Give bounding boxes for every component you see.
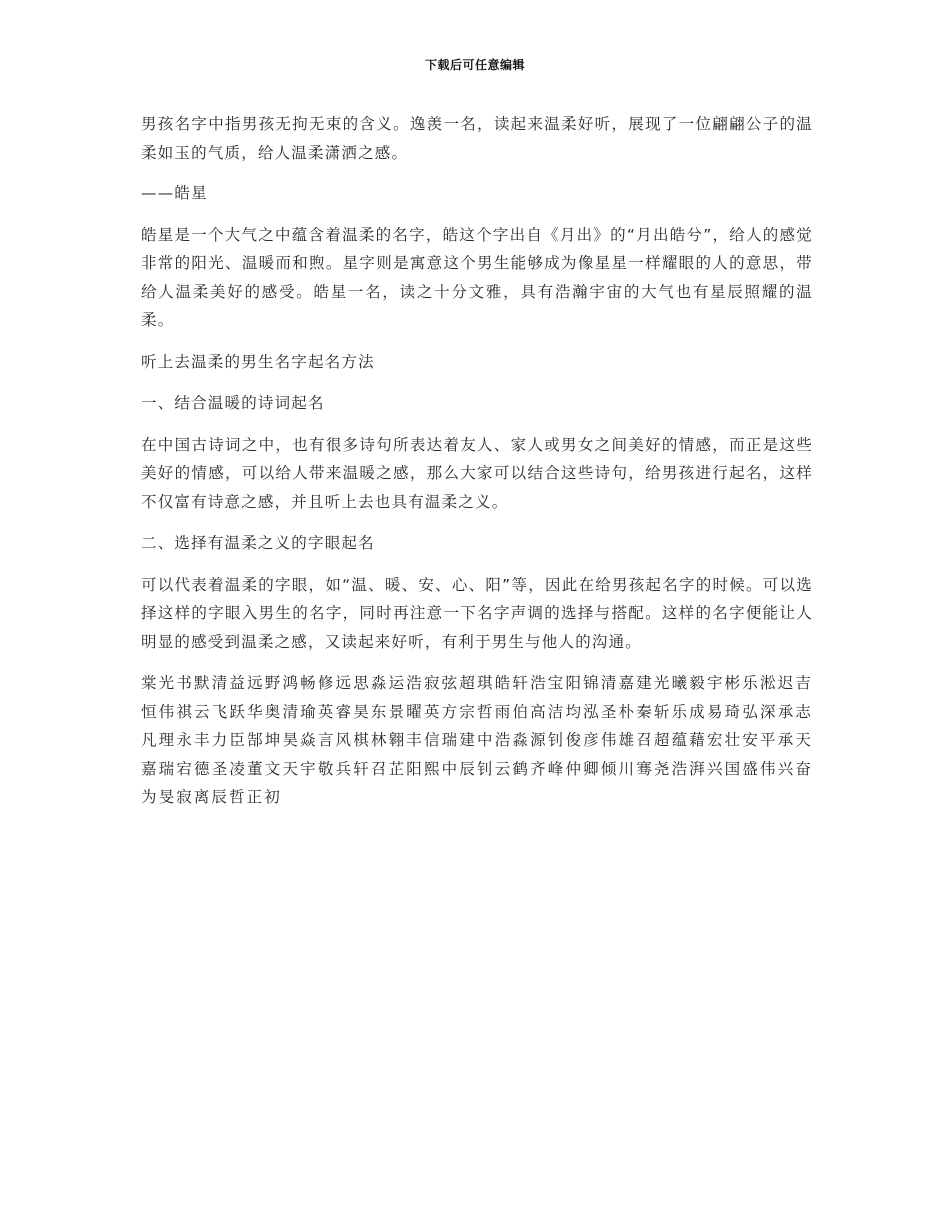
paragraph-characters: 可以代表着温柔的字眼，如“温、暖、安、心、阳”等，因此在给男孩起名字的时候。可以选择这样的字眼入男生的名字，同时再注意一下名字声调的选择与搭配。这样的名字便能让人明显的感受到温柔之感，又读起来好听，有利于男生与他人的沟通。	[141, 575, 813, 651]
name-list: 棠光书默清益远野鸿畅修远思淼运浩寂弦超琪皓轩浩宝阳锦清嘉建光曦毅宇彬乐淞迟吉恒伟祺云飞跃华奥清瑜英睿昊东景曜英方宗哲雨伯高洁均泓圣朴秦斩乐成易琦弘深承志凡理永丰力臣郜坤昊焱言风棋林翱丰信瑞建中浩淼源钊俊彦伟雄召超蕴藉宏壮安平承天嘉瑞宕德圣凌董文天宇敬兵轩召芷阳熙中辰钊云鹤齐峰仲卿倾川骞尧浩湃兴国盛伟兴奋为旻寂离辰哲正初	[141, 674, 813, 806]
page-header: 下载后可任意编辑	[424, 58, 525, 72]
subheading-characters: 二、选择有温柔之义的字眼起名	[141, 534, 375, 552]
paragraph-haoxing: 皓星是一个大气之中蕴含着温柔的名字，皓这个字出自《月出》的“月出皓兮”，给人的感觉非常的阳光、温暖而和煦。星字则是寓意这个男生能够成为像星星一样耀眼的人的意思，带给人温柔美好的感受。皓星一名，读之十分文雅，具有浩瀚宇宙的大气也有星辰照耀的温柔。	[141, 225, 813, 329]
section-heading-methods: 听上去温柔的男生名字起名方法	[141, 352, 375, 371]
subheading-poetry: 一、结合温暖的诗词起名	[141, 394, 325, 412]
document-body	[141, 110, 813, 812]
paragraph-intro: 男孩名字中指男孩无拘无束的含义。逸羡一名，读起来温柔好听，展现了一位翩翩公子的温柔如玉的气质，给人温柔潇洒之感。	[141, 115, 813, 162]
paragraph-poetry: 在中国古诗词之中，也有很多诗句所表达着友人、家人或男女之间美好的情感，而正是这些美好的情感，可以给人带来温暖之感，那么大家可以结合这些诗句，给男孩进行起名，这样不仅富有诗意之感，并且听上去也具有温柔之义。	[141, 435, 813, 511]
section-heading-haoxing: ——皓星	[141, 184, 208, 202]
